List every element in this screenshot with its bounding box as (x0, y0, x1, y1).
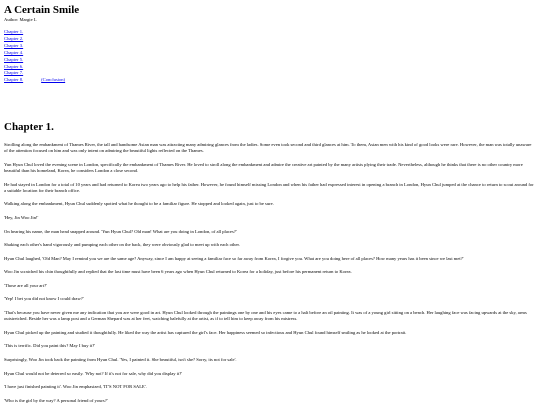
paragraph: Shaking each other's hand vigorously and pumping each other on the back, they were obviously glad to meet up with each other. (4, 242, 240, 248)
toc-link-chapter-3[interactable]: Chapter 3. (4, 42, 24, 48)
paragraph: Surprisingly, Woo Jin took back the painting from Hyun Chul. 'Yes, I painted it. She beautiful, isn't she? Sorry, its not for sale'. (4, 356, 237, 362)
chapter-body (4, 142, 536, 404)
toc-link-chapter-5[interactable]: Chapter 5. (4, 56, 24, 62)
paragraph: 'I have just finished painting it'. Woo Jin emphasized, 'IT'S NOT FOR SALE'. (4, 384, 147, 390)
paragraph: Hyun Chul would not be deterred so easily. 'Why not? If it's not for sale, why did you display it?' (4, 370, 183, 376)
chapter-heading: Chapter 1. (4, 121, 54, 134)
paragraph: He had stayed in London for a total of 10 years and had returned to Korea two years ago to help his father. However, he found himself missing London and when his father had expressed interest in opening a branch in London, Hyun Chul jumped at the chance to return to scout around for a suitable location for their branch office. (4, 181, 534, 193)
toc-chapter-8-label: Chapter 8. (4, 77, 24, 83)
paragraph: 'This is terrific. Did you paint this? May I buy it?' (4, 343, 96, 349)
toc-link-chapter-1[interactable]: Chapter 1. (4, 29, 24, 34)
author-line: Author: Margie L (4, 17, 37, 22)
book-title: A Certain Smile (4, 4, 80, 16)
paragraph: 'That's because you have never given me any indication that you are were good in art. Hyun Chul looked through the paintings one by one and his eyes came to a halt before an oil painting. It was of a young girl sitting on a bench. Her laughing face was facing upwards at the sky, arms outstretched. Beside her was a lamp post and a German Shepard was at her feet, watching balefully at the artist, as if to tell him to keep away from his mistress. (4, 310, 527, 322)
paragraph: Hyun Chul picked up the painting and studied it thoughtfully. He liked the way the artist has captured the girl's face. Her happiness seemed so infectious and Hyun Chul found himself smiling as he looked at the portrait. (4, 329, 407, 335)
toc-link-chapter-7[interactable]: Chapter 7. (4, 70, 24, 76)
paragraph: Walking along the embankment, Hyun Chul suddenly spotted what he thought to be a familiar figure. He stopped and looked again, just to be sure. (4, 201, 274, 207)
toc-chapter-8-suffix: (Conclusion) (41, 77, 66, 83)
toc-link-chapter-8[interactable] (4, 77, 536, 84)
paragraph: Strolling along the embankment of Thames River, the tall and handsome Asian man was attracting many admiring glances from the ladies. Some even took second and third glances at him. To them, Asian men with his kind of good looks were rare. However, the man was totally unaware of the attention focused on him and was only intent on admiring the beautiful lights reflected on the Thames. (4, 142, 532, 154)
paragraph: Yun Hyun Chul loved the evening scene in London, specifically the embankment of Thames River. He loved to stroll along the embankment and admire the creative art painted by the many artists plying their trade. Nevertheless, although he thinks that there is no other country more beautiful than his homeland, Korea, he considers London a close second. (4, 161, 523, 174)
paragraph: 'Those are all your art?' (4, 282, 47, 288)
toc-link-chapter-4[interactable]: Chapter 4. (4, 49, 24, 55)
paragraph: 'Yep! I bet you did not know I could draw?' (4, 296, 84, 302)
paragraph: 'Who is the girl by the way? A personal friend of yours?' (4, 397, 108, 403)
paragraph: 'Hey, Jin Woo Jin!' (4, 214, 39, 220)
toc-link-chapter-2[interactable]: Chapter 2. (4, 35, 24, 41)
paragraph: On hearing his name, the man head snapped around. 'Yun Hyun Chul? Old man! What are you doing in London, of all places?' (4, 228, 237, 234)
paragraph: Woo Jin scratched his chin thoughtfully and replied that the last time must have been 6 years ago when Hyun Chul returned to Korea for a holiday, just before his permanent return to Korea. (4, 269, 352, 275)
paragraph: Hyun Chul laughed, 'Old Man? May I remind you we are the same age? Anyway, since I am happy at seeing a familiar face so far away from Korea, I forgive you. What are you doing here of all places? How many years has it been since we last met?' (4, 255, 464, 261)
table-of-contents (4, 29, 536, 84)
toc-link-chapter-6[interactable]: Chapter 6. (4, 63, 24, 69)
